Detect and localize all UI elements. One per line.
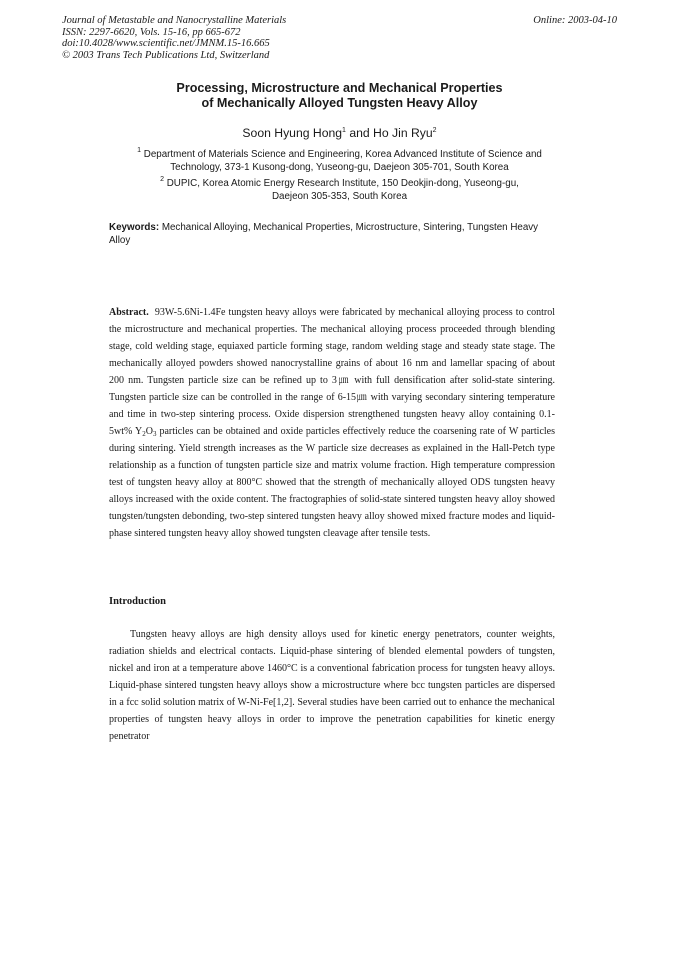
abstract-subscript-b: 3 [152, 430, 157, 438]
journal-copyright: © 2003 Trans Tech Publications Ltd, Switzerland [62, 49, 270, 61]
abstract-subscript-a: 2 [142, 430, 146, 438]
affiliation-1-number: 1 [137, 147, 142, 154]
journal-name: Journal of Metastable and Nanocrystalline Materials [62, 15, 287, 26]
affiliation-2 [62, 178, 617, 203]
introduction-paragraph: Tungsten heavy alloys are high density alloys used for kinetic energy penetrators, counter weights, radiation shields and electrical contacts. Liquid-phase sintering of blended elemental powders of tungsten, nickel and iron at a temperature above 1460°C is a conventional fabrication process for tungsten heavy alloys. Liquid-phase sintered tungsten heavy alloys show a microstructure where bcc tungsten particles are dispersed in a fcc solid solution matrix of W-Ni-Fe[1,2]. Several studies have been carried out to enhance the mechanical properties of tungsten heavy alloys in order to improve the penetration capabilities for kinetic energy penetrator [109, 629, 555, 742]
affiliation-1-line-1: Department of Materials Science and Engineering, Korea Advanced Institute of Science and [141, 149, 542, 160]
abstract-text-1: 93W-5.6Ni-1.4Fe tungsten heavy alloys were fabricated by mechanical alloying process to control the microstructure and mechanical properties. The mechanical alloying process proceeded through blending stage, cold welding stage, equiaxed particle forming stage, random welding stage and steady state stage. The mechanically alloyed powders showed nanocrystalline grains of about 16 nm and lamellar spacing of about 200 nm. Tungsten particle size can be refined up to 3㎛ with full densification after solid-state sintering. Tungsten particle size can be controlled in the range of 6-15㎛ with varying secondary sintering temperature and time in two-step sintering process. Oxide dispersion strengthened tungsten heavy alloy containing 0.1-5wt% Y [109, 307, 558, 437]
keywords [109, 221, 539, 247]
author-1-affiliation-mark: 1 [342, 127, 346, 134]
author-2-affiliation-mark: 2 [432, 127, 437, 134]
abstract-text-2: O [145, 426, 153, 437]
title-line-1: Processing, Microstructure and Mechanical Properties [176, 81, 503, 95]
title-line-2: of Mechanically Alloyed Tungsten Heavy Alloy [201, 96, 478, 110]
paper-title [62, 81, 617, 111]
keywords-label: Keywords: [109, 222, 160, 233]
affiliation-2-line-1: DUPIC, Korea Atomic Energy Research Institute, 150 Deokjin-dong, Yuseong-gu, [164, 178, 519, 189]
affiliation-1-line-2: Technology, 373-1 Kusong-dong, Yuseong-gu, Daejeon 305-701, South Korea [170, 161, 509, 173]
authors [62, 126, 617, 140]
author-1: Soon Hyung Hong [242, 126, 343, 140]
journal-header [62, 15, 617, 61]
section-heading-introduction: Introduction [109, 596, 166, 607]
affiliation-2-line-2: Daejeon 305-353, South Korea [271, 190, 408, 202]
abstract-text-3: particles can be obtained and oxide particles effectively reduce the coarsening rate of W particles during sintering. Yield strength increases as the W particle size decreases as explained in the Hall-Petch type relationship as a function of tungsten particle size and matrix volume fraction. High temperature compression test of tungsten heavy alloy at 800°C showed that the strength of mechanically alloyed ODS tungsten heavy alloys increased with the oxide content. The fractographies of solid-state sintered tungsten heavy alloy showed tungsten/tungsten debonding, two-step sintered tungsten heavy alloy showed mixed fracture modes and liquid-phase sintered tungsten heavy alloy showed tungsten cleavage after tensile tests. [109, 426, 555, 539]
online-date: Online: 2003-04-10 [533, 15, 617, 26]
journal-issn: ISSN: 2297-6620, Vols. 15-16, pp 665-672 [62, 26, 241, 38]
abstract [109, 304, 558, 542]
affiliation-2-number: 2 [160, 176, 164, 183]
authors-conjunction: and [345, 126, 374, 140]
author-2: Ho Jin Ryu [373, 126, 433, 140]
abstract-label: Abstract. [109, 307, 149, 318]
affiliation-1 [62, 149, 617, 174]
journal-doi: doi:10.4028/www.scientific.net/JMNM.15-16.665 [62, 38, 270, 49]
keywords-text: Mechanical Alloying, Mechanical Properties, Microstructure, Sintering, Tungsten Heavy Alloy [109, 222, 539, 246]
